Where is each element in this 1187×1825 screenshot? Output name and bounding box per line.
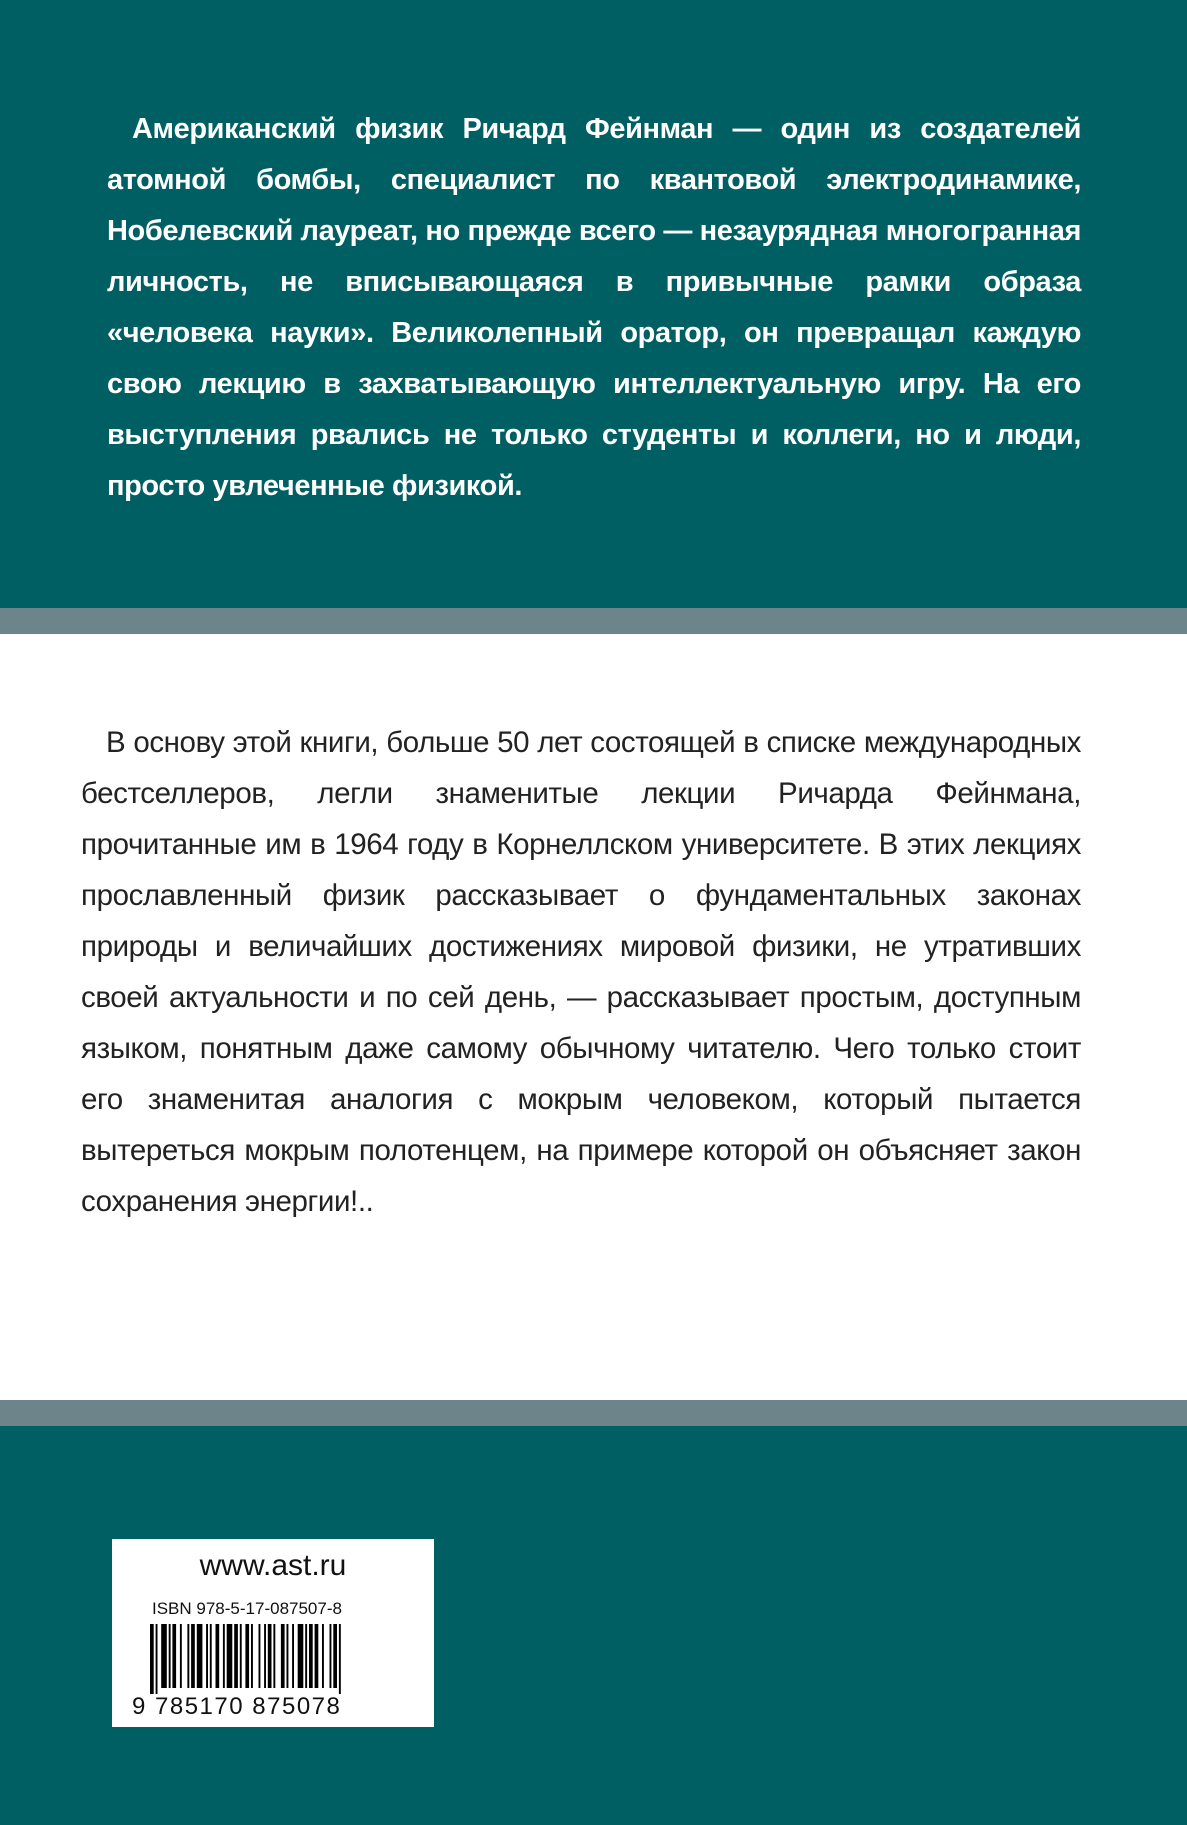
divider-band-top <box>0 608 1187 634</box>
barcode-digits: 9 785170 875078 <box>132 1693 342 1720</box>
description-paragraph: В основу этой книги, больше 50 лет состоящей в списке международных бестселлеров, легли знаменитые лекции Ричарда Фейнмана, прочитанные им в 1964 году в Корнеллском университете. В этих лекциях прославленный физик рассказывает о фундаментальных законах природы и величайших достижениях мировой физики, не утративших своей актуальности и по сей день, — рассказывает простым, доступным языком, понятным даже самому обычному читателю. Чего только стоит его знаменитая аналогия с мокрым человеком, который пытается вытереться мокрым полотенцем, на примере которой он объясняет закон сохранения энергии!.. <box>81 726 1081 1218</box>
barcode-bars <box>150 1624 398 1694</box>
isbn-text: ISBN 978-5-17-087507-8 <box>152 1599 342 1618</box>
divider-band-bottom <box>0 1400 1187 1426</box>
intro-paragraph: Американский физик Ричард Фейнман — один из создателей атомной бомбы, специалист по квантовой электродинамике, Нобелевский лауреат, но прежде всего — незаурядная многогранная личность, не вписывающаяся в привычные рамки образа «человека науки». Великолепный оратор, он превращал каждую свою лекцию в захватывающую интеллектуальную игру. На его выступления рвались не только студенты и коллеги, но и люди, просто увлеченные физикой. <box>107 113 1081 502</box>
barcode-label <box>112 1539 434 1727</box>
publisher-website: www.ast.ru <box>199 1549 347 1582</box>
